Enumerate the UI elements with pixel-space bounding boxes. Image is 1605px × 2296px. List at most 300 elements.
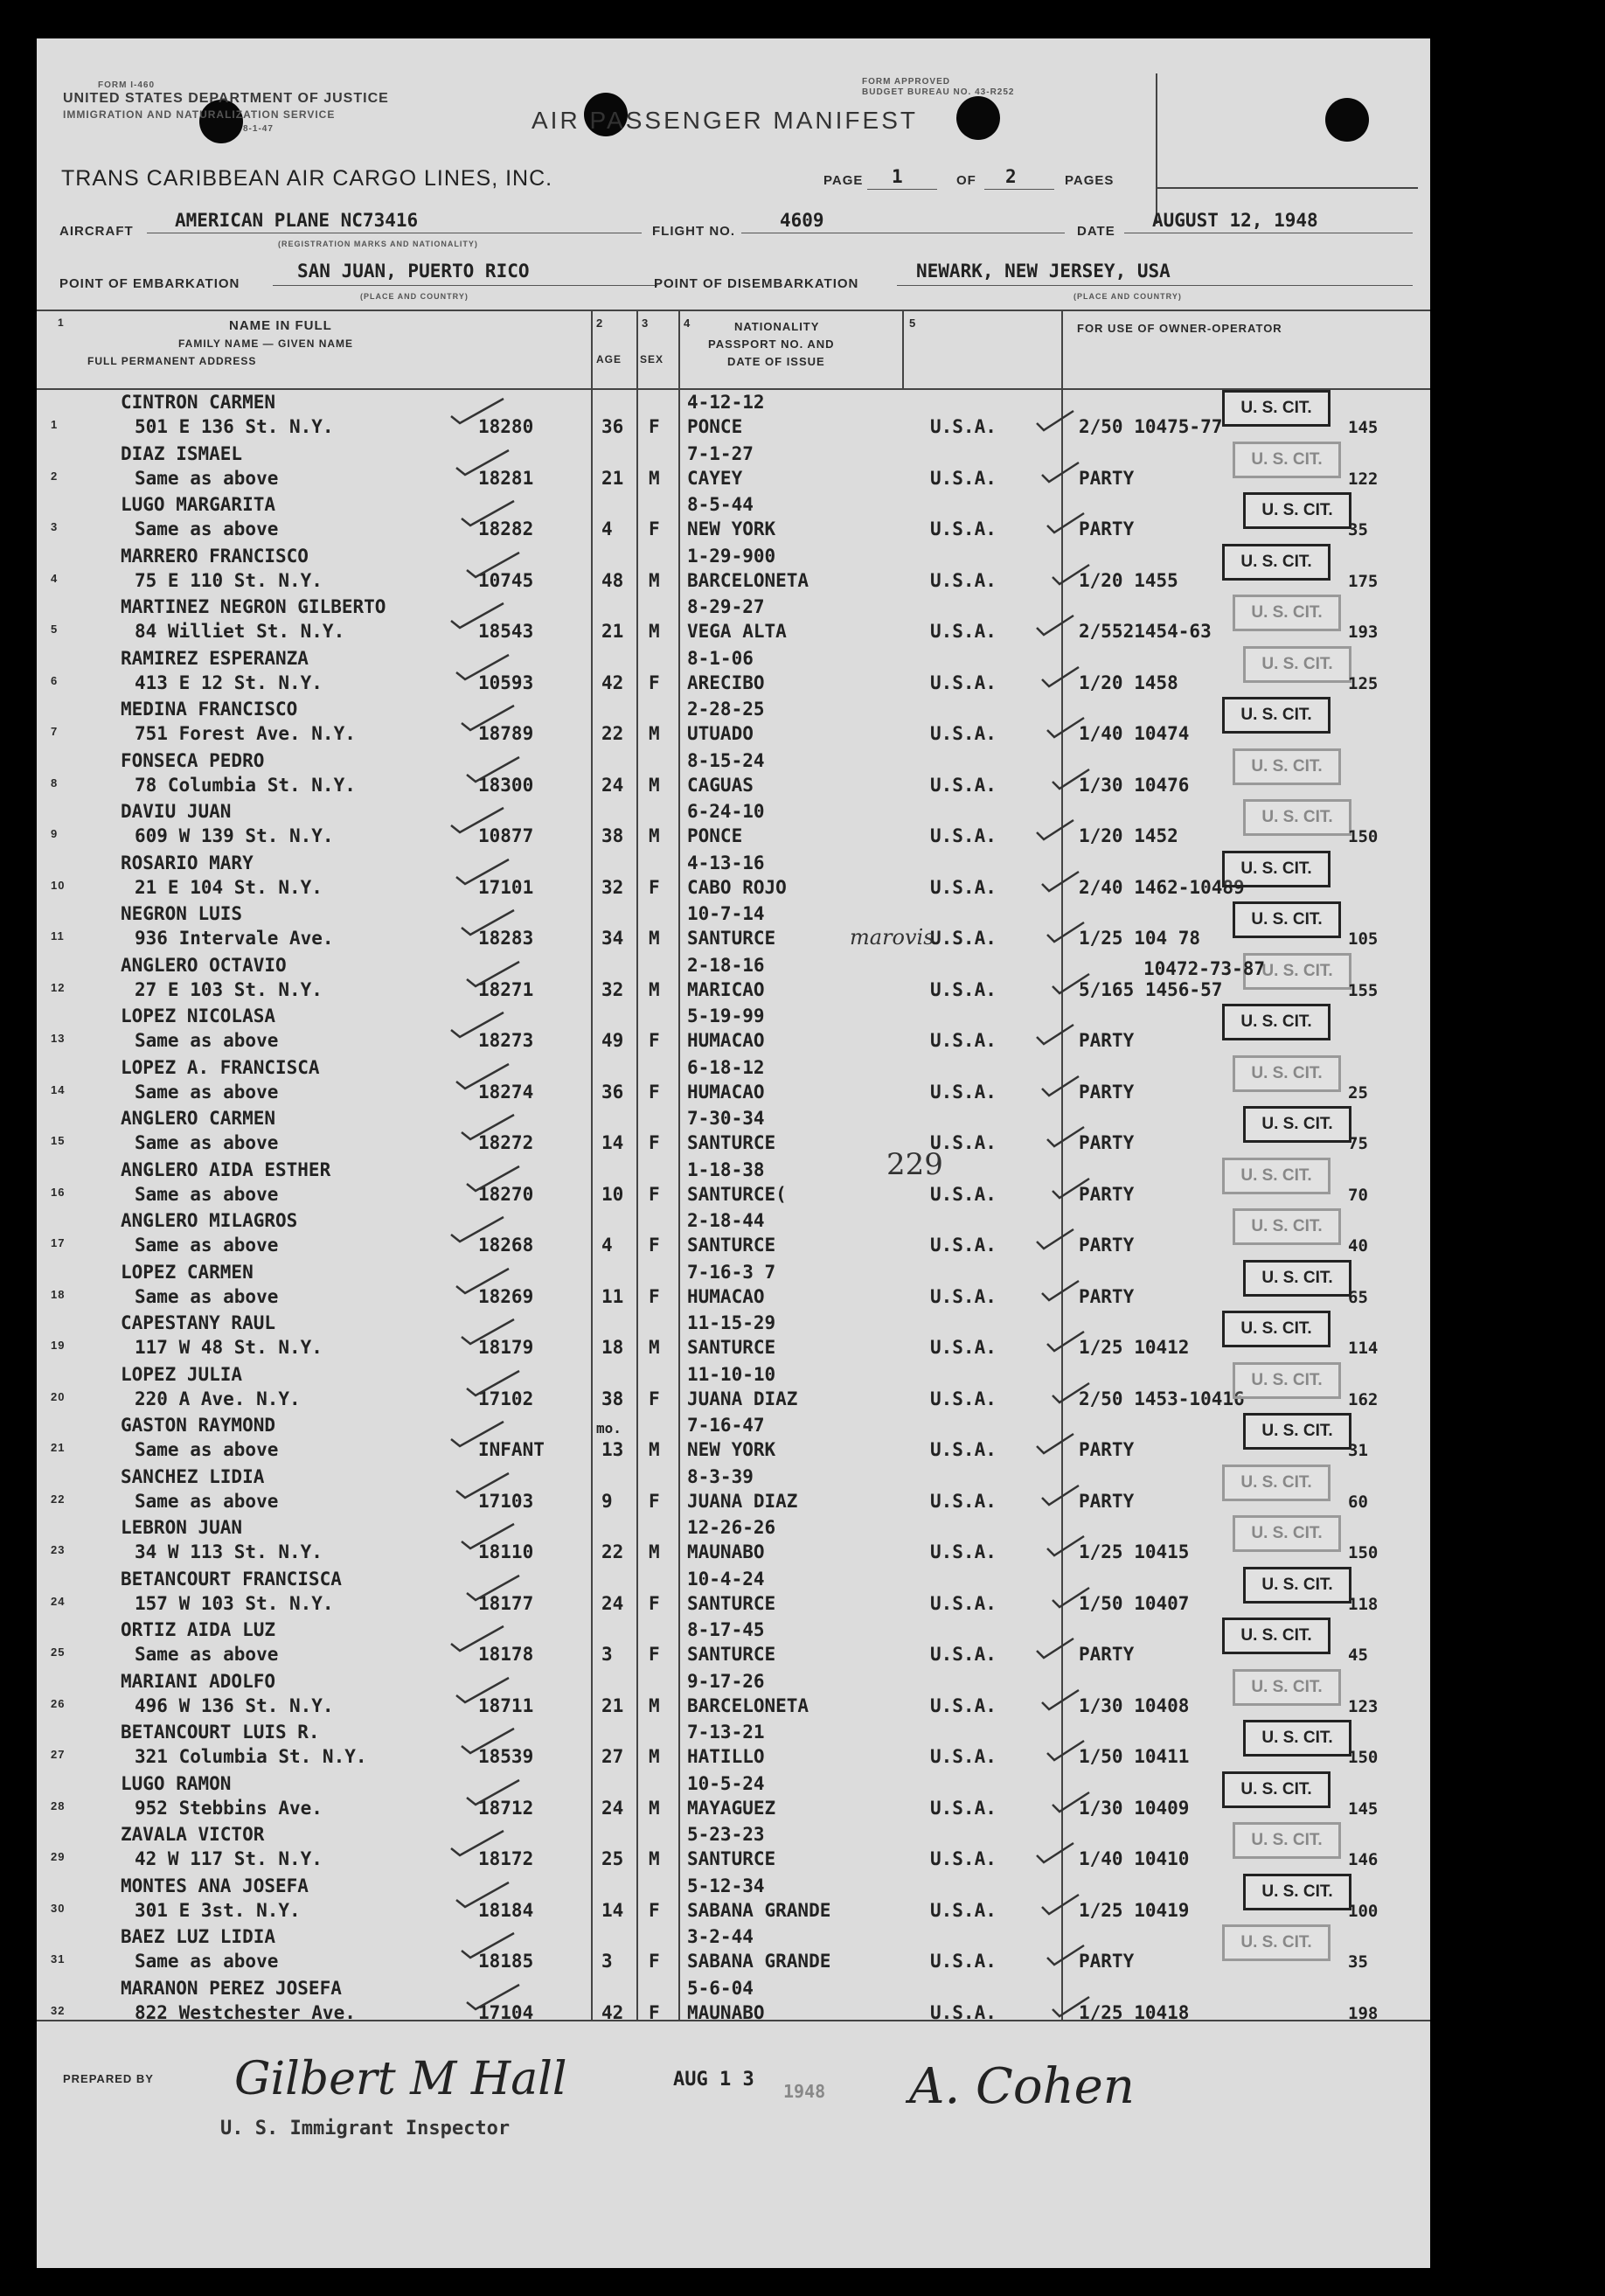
age-value: 22 [601, 723, 624, 744]
age-value: 32 [601, 978, 624, 1000]
checkmark-icon [1039, 866, 1100, 896]
flight-value: 4609 [780, 210, 824, 231]
owner-figure: 65 [1348, 1287, 1368, 1307]
sex-value: F [649, 1951, 660, 1972]
col-owner-operator: FOR USE OF OWNER-OPERATOR [1077, 322, 1282, 335]
passenger-name: MARTINEZ NEGRON GILBERTO [121, 596, 386, 617]
ticket-number: 18185 [478, 1951, 534, 1972]
nationality: U.S.A. [930, 1183, 997, 1205]
owner-operator-value: 2/50 10475-77 [1079, 416, 1223, 437]
handwritten-note-row-11: marovis [850, 925, 935, 950]
nationality: U.S.A. [930, 1337, 997, 1358]
handwritten-number-229: 229 [886, 1147, 943, 1182]
nationality: U.S.A. [930, 825, 997, 846]
owner-figure: 162 [1348, 1389, 1379, 1409]
owner-operator-value: 1/30 10409 [1079, 1797, 1190, 1819]
ticket-number: 18172 [478, 1848, 534, 1869]
birth-place: HUMACAO [687, 1030, 765, 1051]
checkmark-icon [1033, 1429, 1094, 1458]
checkmark-icon [1044, 1326, 1105, 1356]
ticket-number: 17101 [478, 876, 534, 898]
us-citizen-stamp: U. S. CIT. [1233, 1208, 1341, 1245]
table-row [37, 1770, 1430, 1821]
us-citizen-stamp: U. S. CIT. [1243, 1874, 1351, 1910]
checkmark-icon [448, 1009, 509, 1039]
embark-value: SAN JUAN, PUERTO RICO [297, 261, 530, 282]
passenger-address: Same as above [135, 1439, 279, 1460]
owner-operator-value: 1/50 10411 [1079, 1746, 1190, 1767]
sex-value: M [649, 569, 660, 591]
checkmark-icon [1033, 1224, 1094, 1254]
nationality: U.S.A. [930, 621, 997, 642]
owner-operator-value: 1/20 1455 [1079, 569, 1178, 591]
owner-figure: 114 [1348, 1339, 1379, 1358]
checkmark-icon [1049, 1583, 1110, 1612]
table-row [37, 1207, 1430, 1258]
owner-figure: 125 [1348, 673, 1379, 693]
birth-place: CABO ROJO [687, 876, 787, 898]
ticket-number: 18184 [478, 1899, 534, 1921]
row-number: 18 [51, 1287, 66, 1301]
passport-date: 8-1-06 [687, 647, 754, 669]
age-value: 36 [601, 416, 624, 437]
nationality: U.S.A. [930, 978, 997, 1000]
passenger-address: Same as above [135, 1235, 279, 1256]
passport-date: 1-18-38 [687, 1158, 765, 1180]
owner-figure: 175 [1348, 571, 1379, 591]
checkmark-icon [448, 1418, 509, 1448]
age-value: 14 [601, 1132, 624, 1153]
embark-label: POINT OF EMBARKATION [59, 276, 240, 291]
passenger-address: 84 Williet St. N.Y. [135, 621, 345, 642]
passport-date: 11-15-29 [687, 1312, 776, 1333]
row-number: 16 [51, 1185, 66, 1199]
us-citizen-stamp: U. S. CIT. [1233, 748, 1341, 785]
passport-date: 8-3-39 [687, 1465, 754, 1487]
checkmark-icon [463, 1367, 525, 1397]
age-value: 27 [601, 1746, 624, 1767]
owner-operator-value: 1/30 10408 [1079, 1694, 1190, 1716]
age-value: 18 [601, 1337, 624, 1358]
checkmark-icon [1039, 1685, 1100, 1715]
passport-date: 6-24-10 [687, 801, 765, 822]
age-value: 21 [601, 467, 624, 489]
manifest-title: AIR PASSENGER MANIFEST [532, 107, 918, 134]
page-number: 1 [892, 166, 903, 187]
checkmark-icon [458, 1725, 519, 1755]
birth-place: SANTURCE [687, 1644, 776, 1665]
row-number: 17 [51, 1236, 66, 1249]
ticket-number: 10593 [478, 671, 534, 693]
col-1-number: 1 [58, 317, 65, 329]
passenger-name: ANGLERO MILAGROS [121, 1210, 298, 1231]
passenger-name: BETANCOURT FRANCISCA [121, 1568, 342, 1590]
checkmark-icon [1033, 1019, 1094, 1049]
row-number: 1 [51, 418, 59, 431]
table-row [37, 1974, 1430, 2026]
passport-date: 12-26-26 [687, 1517, 776, 1538]
owner-operator-value: 1/25 10418 [1079, 2001, 1190, 2023]
checkmark-icon [1044, 1531, 1105, 1561]
owner-figure: 145 [1348, 418, 1379, 437]
passport-date: 5-6-04 [687, 1977, 754, 1999]
passenger-address: 34 W 113 St. N.Y. [135, 1541, 323, 1562]
passenger-name: NEGRON LUIS [121, 903, 243, 924]
checkmark-icon [453, 856, 514, 886]
sex-value: M [649, 1694, 660, 1716]
checkmark-icon [448, 1623, 509, 1652]
us-citizen-stamp: U. S. CIT. [1243, 1106, 1351, 1143]
checkmark-icon [448, 1214, 509, 1243]
checkmark-icon [463, 1163, 525, 1193]
row-number: 13 [51, 1032, 66, 1045]
birth-place: MAYAGUEZ [687, 1797, 776, 1819]
ticket-number: 18282 [478, 518, 534, 539]
ticket-number: 18273 [478, 1030, 534, 1051]
us-citizen-stamp: U. S. CIT. [1233, 1055, 1341, 1092]
checkmark-icon [1033, 815, 1094, 845]
age-value: 3 [601, 1951, 613, 1972]
age-value: 25 [601, 1848, 624, 1869]
birth-place: SANTURCE [687, 928, 776, 949]
ticket-number: 18269 [478, 1285, 534, 1307]
row-number: 8 [51, 776, 59, 790]
age-value: 21 [601, 1694, 624, 1716]
checkmark-icon [453, 1265, 514, 1295]
ticket-number: 18270 [478, 1183, 534, 1205]
passenger-name: LOPEZ NICOLASA [121, 1005, 276, 1026]
table-row [37, 1156, 1430, 1207]
ticket-number: 17102 [478, 1388, 534, 1409]
checkmark-icon [1049, 1787, 1110, 1817]
passenger-address: 157 W 103 St. N.Y. [135, 1592, 334, 1614]
ticket-number: 18274 [478, 1081, 534, 1103]
nationality: U.S.A. [930, 1746, 997, 1767]
nationality: U.S.A. [930, 723, 997, 744]
passport-date: 8-5-44 [687, 494, 754, 515]
table-row [37, 1513, 1430, 1565]
passport-date: 10-4-24 [687, 1568, 765, 1590]
row-12-extra-number: 10472-73-87 [1143, 958, 1266, 979]
table-row [37, 388, 1430, 440]
nationality: U.S.A. [930, 416, 997, 437]
birth-place: SANTURCE [687, 1337, 776, 1358]
sex-value: F [649, 1388, 660, 1409]
passport-date: 5-19-99 [687, 1005, 765, 1026]
ticket-number: 18543 [478, 621, 534, 642]
form-number: FORM I-460 [98, 80, 156, 90]
age-value: 42 [601, 671, 624, 693]
passenger-name: GASTON RAYMOND [121, 1415, 276, 1436]
row-number: 28 [51, 1799, 66, 1812]
page-label: PAGE [823, 173, 864, 188]
passport-date: 2-18-44 [687, 1210, 765, 1231]
checkmark-icon [463, 1981, 525, 2011]
birth-place: VEGA ALTA [687, 621, 787, 642]
carrier-name: TRANS CARIBBEAN AIR CARGO LINES, INC. [61, 166, 553, 191]
birth-place: JUANA DIAZ [687, 1388, 798, 1409]
checkmark-icon [453, 447, 514, 477]
birth-place: SABANA GRANDE [687, 1951, 831, 1972]
row-number: 23 [51, 1543, 66, 1556]
stamp-date: AUG 1 3 [673, 2069, 754, 2091]
col-1-subtitle: FAMILY NAME — GIVEN NAME [178, 337, 354, 350]
passenger-address: 301 E 3st. N.Y. [135, 1899, 301, 1921]
nationality: U.S.A. [930, 1694, 997, 1716]
birth-place: ARECIBO [687, 671, 765, 693]
passenger-name: MEDINA FRANCISCO [121, 699, 298, 720]
table-row [37, 1718, 1430, 1770]
checkmark-icon [463, 1777, 525, 1806]
owner-operator-value: 1/25 10412 [1079, 1337, 1190, 1358]
nationality: U.S.A. [930, 671, 997, 693]
checkmark-icon [458, 1316, 519, 1346]
passenger-address: 496 W 136 St. N.Y. [135, 1694, 334, 1716]
passenger-name: MARRERO FRANCISCO [121, 545, 309, 567]
stamp-year: 1948 [783, 2081, 826, 2102]
sex-value: F [649, 1235, 660, 1256]
dept-line-1: UNITED STATES DEPARTMENT OF JUSTICE [63, 91, 389, 106]
us-citizen-stamp: U. S. CIT. [1222, 544, 1331, 581]
birth-place: SABANA GRANDE [687, 1899, 831, 1921]
nationality: U.S.A. [930, 1541, 997, 1562]
row-number: 20 [51, 1389, 66, 1403]
sex-value: M [649, 1746, 660, 1767]
nationality: U.S.A. [930, 1030, 997, 1051]
budget-line-1: FORM APPROVED [862, 77, 950, 87]
owner-figure: 25 [1348, 1082, 1368, 1103]
birth-place: MAUNABO [687, 1541, 765, 1562]
checkmark-icon [458, 702, 519, 732]
col-5-number: 5 [909, 317, 917, 330]
birth-place: SANTURCE( [687, 1183, 787, 1205]
birth-place: NEW YORK [687, 518, 776, 539]
passenger-name: LOPEZ CARMEN [121, 1261, 254, 1283]
passport-date: 2-28-25 [687, 699, 765, 720]
nationality: U.S.A. [930, 1951, 997, 1972]
table-row [37, 1104, 1430, 1156]
passenger-address: 609 W 139 St. N.Y. [135, 825, 334, 846]
ticket-number: 10745 [478, 569, 534, 591]
table-row [37, 1054, 1430, 1105]
birth-place: PONCE [687, 416, 743, 437]
passenger-name: DAVIU JUAN [121, 801, 232, 822]
passenger-name: BETANCOURT LUIS R. [121, 1722, 320, 1743]
checkmark-icon [458, 1520, 519, 1550]
passport-date: 10-5-24 [687, 1772, 765, 1794]
row-number: 24 [51, 1594, 66, 1608]
checkmark-icon [1049, 560, 1110, 589]
checkmark-icon [458, 907, 519, 936]
checkmark-icon [1044, 1122, 1105, 1151]
passenger-address: 751 Forest Ave. N.Y. [135, 723, 356, 744]
nationality: U.S.A. [930, 928, 997, 949]
passenger-name: ANGLERO OCTAVIO [121, 954, 287, 976]
passenger-name: MONTES ANA JOSEFA [121, 1875, 309, 1896]
sex-value: F [649, 1081, 660, 1103]
checkmark-icon [453, 1061, 514, 1090]
col-4-title: NATIONALITY [734, 320, 820, 333]
us-citizen-stamp: U. S. CIT. [1222, 1924, 1331, 1961]
passport-date: 7-16-3 7 [687, 1261, 776, 1283]
checkmark-icon [1039, 1276, 1100, 1305]
checkmark-icon [448, 804, 509, 834]
owner-operator-value: PARTY [1079, 1132, 1135, 1153]
passenger-address: 321 Columbia St. N.Y. [135, 1746, 367, 1767]
passenger-name: MARANON PEREZ JOSEFA [121, 1977, 342, 1999]
disembark-label: POINT OF DISEMBARKATION [654, 276, 859, 291]
passenger-address: Same as above [135, 1081, 279, 1103]
nationality: U.S.A. [930, 1081, 997, 1103]
owner-operator-value: 1/50 10407 [1079, 1592, 1190, 1614]
row-number: 15 [51, 1134, 66, 1147]
owner-figure: 155 [1348, 980, 1379, 1000]
checkmark-icon [453, 1879, 514, 1909]
table-row [37, 1309, 1430, 1360]
row-number: 14 [51, 1082, 66, 1096]
us-citizen-stamp: U. S. CIT. [1233, 595, 1341, 631]
col-4-passport: PASSPORT NO. AND [708, 337, 835, 351]
checkmark-icon [1044, 713, 1105, 742]
passenger-address: Same as above [135, 1183, 279, 1205]
ticket-number: 18280 [478, 416, 534, 437]
nationality: U.S.A. [930, 2001, 997, 2023]
date-value: AUGUST 12, 1948 [1152, 210, 1318, 231]
passenger-address: 117 W 48 St. N.Y. [135, 1337, 323, 1358]
passport-date: 2-18-16 [687, 954, 765, 976]
age-value: 34 [601, 928, 624, 949]
row-number: 22 [51, 1492, 66, 1506]
row-number: 29 [51, 1850, 66, 1863]
owner-operator-value: PARTY [1079, 1439, 1135, 1460]
age-value: 13 [601, 1439, 624, 1460]
checkmark-icon [1039, 1480, 1100, 1510]
passport-date: 6-18-12 [687, 1056, 765, 1078]
birth-place: NEW YORK [687, 1439, 776, 1460]
age-value: 4 [601, 518, 613, 539]
age-value: 42 [601, 2001, 624, 2023]
col-2-number: 2 [596, 317, 604, 330]
sex-value: F [649, 416, 660, 437]
owner-figure: 198 [1348, 2003, 1379, 2023]
owner-figure: 146 [1348, 1850, 1379, 1869]
owner-figure: 35 [1348, 1952, 1368, 1972]
checkmark-icon [1044, 917, 1105, 947]
col-1-title: NAME IN FULL [229, 318, 332, 333]
table-row [37, 797, 1430, 849]
ticket-number: 18789 [478, 723, 534, 744]
passenger-name: LUGO MARGARITA [121, 494, 276, 515]
sex-value: F [649, 1030, 660, 1051]
passenger-name: DIAZ ISMAEL [121, 442, 243, 464]
owner-operator-value: PARTY [1079, 1183, 1135, 1205]
row-number: 32 [51, 2003, 66, 2017]
row-number: 7 [51, 725, 59, 738]
row-number: 27 [51, 1748, 66, 1761]
sex-value: F [649, 876, 660, 898]
passenger-address: Same as above [135, 1030, 279, 1051]
punch-hole [1325, 98, 1369, 142]
us-citizen-stamp: U. S. CIT. [1233, 1669, 1341, 1706]
table-row [37, 900, 1430, 951]
passenger-name: RAMIREZ ESPERANZA [121, 647, 309, 669]
us-citizen-stamp: U. S. CIT. [1222, 1311, 1331, 1347]
owner-operator-value: 5/165 1456-57 [1079, 978, 1223, 1000]
passenger-address: Same as above [135, 467, 279, 489]
us-citizen-stamp: U. S. CIT. [1243, 1720, 1351, 1757]
checkmark-icon [1044, 508, 1105, 538]
sex-value: M [649, 1797, 660, 1819]
passenger-address: 27 E 103 St. N.Y. [135, 978, 323, 1000]
passenger-name: ANGLERO CARMEN [121, 1108, 276, 1129]
checkmark-icon [1049, 969, 1110, 998]
ticket-number: 18300 [478, 774, 534, 796]
us-citizen-stamp: U. S. CIT. [1222, 851, 1331, 887]
birth-place: MARICAO [687, 978, 765, 1000]
owner-figure: 70 [1348, 1185, 1368, 1205]
sex-value: F [649, 1644, 660, 1665]
owner-operator-value: PARTY [1079, 1030, 1135, 1051]
owner-figure: 145 [1348, 1799, 1379, 1819]
checkmark-icon [458, 497, 519, 527]
birth-place: BARCELONETA [687, 1694, 809, 1716]
checkmark-icon [1044, 1940, 1105, 1970]
us-citizen-stamp: U. S. CIT. [1233, 1822, 1341, 1859]
us-citizen-stamp: U. S. CIT. [1243, 492, 1351, 529]
disembark-sub-caption: (PLACE AND COUNTRY) [1073, 292, 1182, 301]
birth-place: PONCE [687, 825, 743, 846]
table-row [37, 1923, 1430, 1974]
owner-operator-value: 1/40 10410 [1079, 1848, 1190, 1869]
passport-date: 8-29-27 [687, 596, 765, 617]
manifest-sheet [37, 38, 1430, 2268]
row-number: 25 [51, 1645, 66, 1659]
checkmark-icon [1044, 1736, 1105, 1765]
passenger-name: ZAVALA VICTOR [121, 1824, 265, 1845]
nationality: U.S.A. [930, 518, 997, 539]
owner-operator-value: 1/25 10419 [1079, 1899, 1190, 1921]
us-citizen-stamp: U. S. CIT. [1222, 1004, 1331, 1040]
birth-place: JUANA DIAZ [687, 1490, 798, 1512]
table-row [37, 593, 1430, 644]
checkmark-icon [1049, 1173, 1110, 1203]
passenger-name: MARIANI ADOLFO [121, 1670, 276, 1692]
checkmark-icon [463, 754, 525, 783]
passenger-name: ORTIZ AIDA LUZ [121, 1619, 276, 1640]
owner-operator-value: PARTY [1079, 467, 1135, 489]
age-value: 38 [601, 1388, 624, 1409]
table-row [37, 1360, 1430, 1412]
table-row [37, 1463, 1430, 1514]
sex-value: M [649, 723, 660, 744]
row-number: 12 [51, 980, 66, 994]
nationality: U.S.A. [930, 1592, 997, 1614]
owner-figure: 75 [1348, 1134, 1368, 1153]
passenger-name: SANCHEZ LIDIA [121, 1465, 265, 1487]
owner-figure: 105 [1348, 929, 1379, 949]
flight-label: FLIGHT NO. [652, 224, 735, 239]
passport-date: 7-30-34 [687, 1108, 765, 1129]
table-row [37, 1667, 1430, 1719]
birth-place: SANTURCE [687, 1592, 776, 1614]
ticket-number: 18268 [478, 1235, 534, 1256]
checkmark-icon [448, 1827, 509, 1857]
inspector-signature: Gilbert M Hall [234, 2053, 567, 2105]
age-value: 49 [601, 1030, 624, 1051]
col-3-number: 3 [642, 317, 650, 330]
owner-figure: 118 [1348, 1594, 1379, 1614]
sex-value: M [649, 1439, 660, 1460]
